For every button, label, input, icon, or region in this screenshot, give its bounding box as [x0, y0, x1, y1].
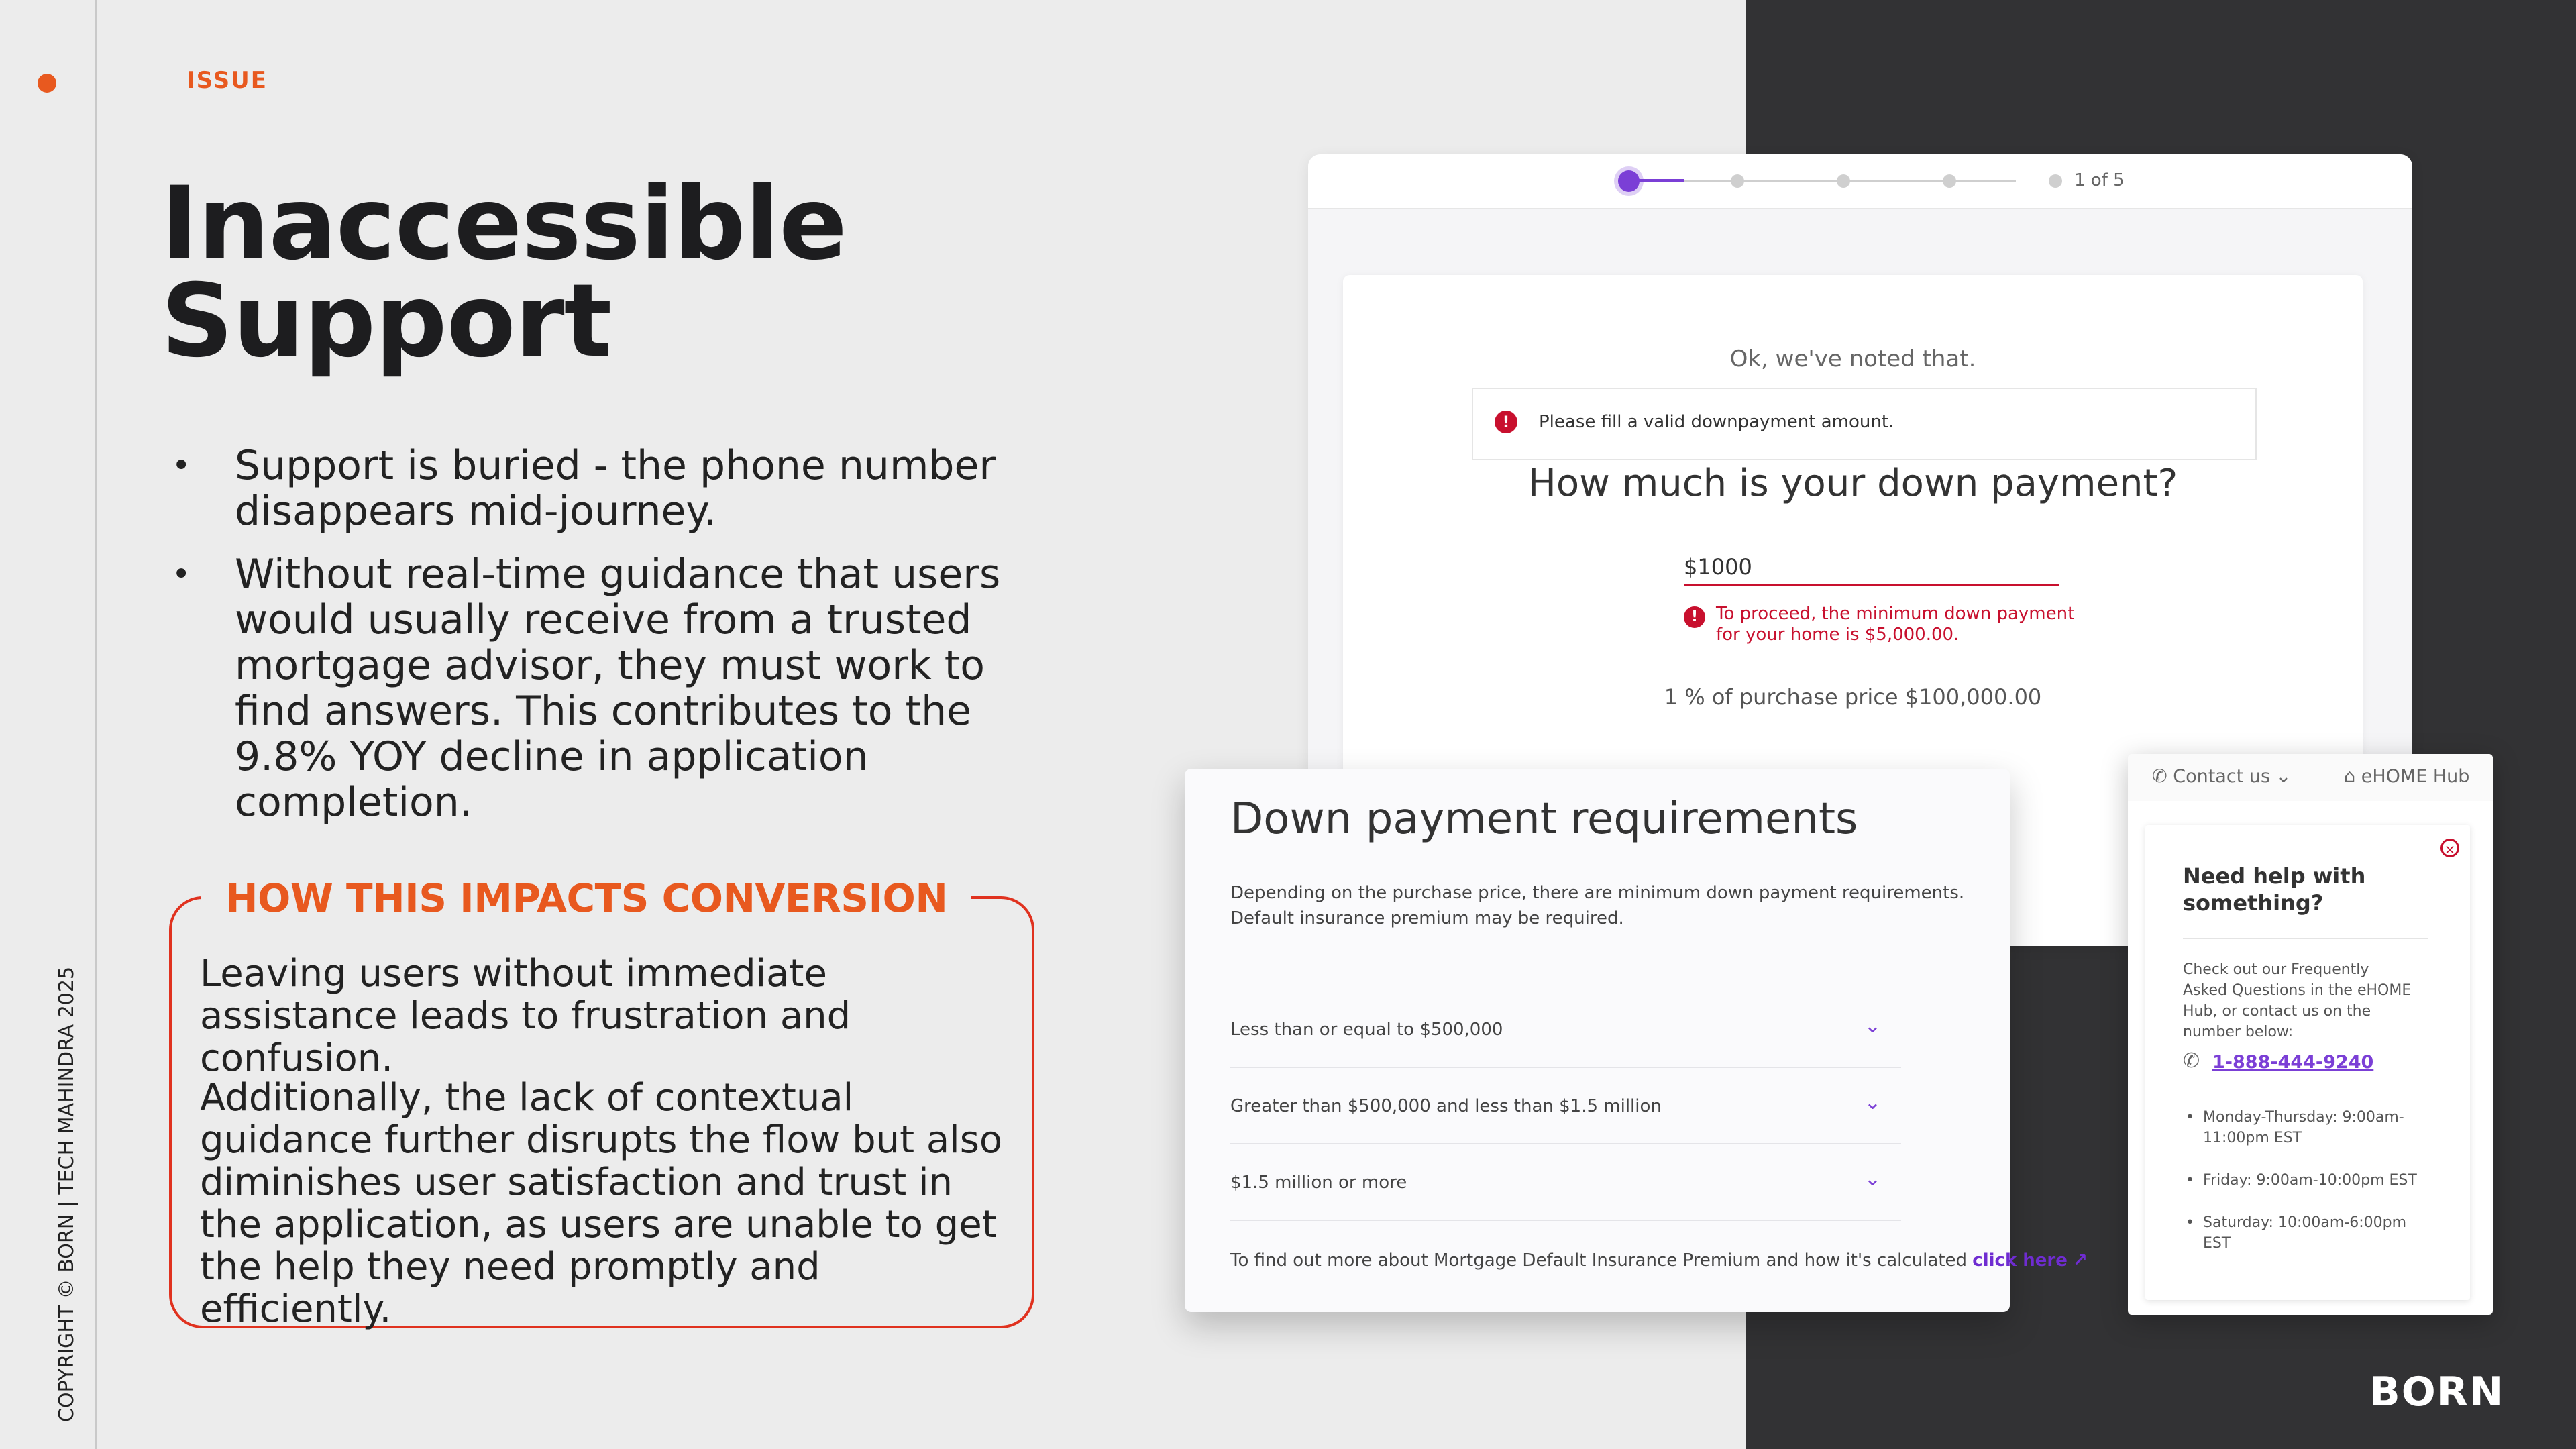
born-logo: BORN: [2369, 1368, 2505, 1415]
slide-title-line-1: Inaccessible: [161, 166, 847, 282]
step-2[interactable]: [1731, 174, 1744, 188]
hours-item: • Friday: 9:00am-10:00pm EST: [2183, 1170, 2431, 1191]
step-counter: 1 of 5: [2074, 170, 2125, 191]
accent-dot: [38, 74, 56, 93]
support-hours-list: [2183, 1107, 2431, 1275]
slide-title-line-2: Support: [161, 263, 612, 380]
phone-icon: ✆: [2183, 1049, 2200, 1073]
chevron-down-icon: ⌄: [1864, 1091, 1881, 1114]
step-3[interactable]: [1837, 174, 1850, 188]
external-link-icon: ↗: [2073, 1250, 2088, 1271]
hours-item: • Monday-Thursday: 9:00am-11:00pm EST: [2183, 1107, 2431, 1148]
chevron-down-icon: ⌄: [1864, 1014, 1881, 1038]
issue-bullet-list: [168, 443, 1040, 843]
bullet-item: • Support is buried - the phone number disappears mid-journey.: [168, 443, 1040, 534]
progress-header: [1308, 154, 2412, 209]
help-popover: [2145, 825, 2470, 1300]
requirements-title: Down payment requirements: [1230, 794, 1858, 844]
vertical-rule: [95, 0, 97, 1449]
field-error-text: To proceed, the minimum down payment for your home is $5,000.00.: [1716, 604, 2075, 645]
question-heading: How much is your down payment?: [1527, 462, 2178, 505]
impact-paragraph-2: Additionally, the lack of contextual guidance further disrupts the flow but also diminishes user satisfaction and trust in the application, as users are unable to get the help they need promptly and efficiently.: [200, 1076, 1003, 1331]
accordion-label: $1.5 million or more: [1230, 1173, 1407, 1193]
bullet-item: • Without real-time guidance that users would usually receive from a trusted mortgage advisor, they must work to find answers. This contributes to the 9.8% YOY decline in application completion.: [168, 551, 1040, 825]
hub-label: eHOME Hub: [2361, 766, 2470, 787]
error-icon: !: [1684, 606, 1705, 628]
accordion-label: Greater than $500,000 and less than $1.5 million: [1230, 1096, 1662, 1116]
copyright-text: COPYRIGHT © BORN | TECH MAHINDRA 2025: [55, 966, 78, 1422]
impact-paragraph-1: Leaving users without immediate assistance leads to frustration and confusion.: [200, 952, 851, 1080]
step-1-active[interactable]: [1618, 170, 1640, 192]
support-phone-link[interactable]: 1-888-444-9240: [2212, 1052, 2374, 1073]
alert-text: Please fill a valid downpayment amount.: [1539, 412, 1894, 432]
requirements-footer: [1230, 1250, 2088, 1271]
section-label: ISSUE: [186, 67, 268, 94]
step-4[interactable]: [1943, 174, 1956, 188]
purchase-percentage-text: 1 % of purchase price $100,000.00: [1664, 684, 2042, 710]
help-description: Check out our Frequently Asked Questions in the eHOME Hub, or contact us on the number below:: [2183, 961, 2412, 1040]
close-icon[interactable]: ×: [2440, 839, 2459, 857]
impact-heading: HOW THIS IMPACTS CONVERSION: [201, 875, 971, 921]
slide-title: [161, 166, 847, 380]
help-title: Need help with something?: [2183, 863, 2366, 916]
help-screenshot: [2128, 754, 2493, 1315]
contact-label: Contact us: [2173, 766, 2271, 787]
down-payment-input[interactable]: $1000: [1684, 550, 2059, 586]
home-icon: ⌂: [2344, 766, 2356, 787]
accordion-row[interactable]: [1230, 1067, 1901, 1144]
step-5[interactable]: [2049, 174, 2062, 188]
help-topbar: [2128, 754, 2493, 801]
stepper-track: [1647, 180, 2016, 182]
click-here-link[interactable]: click here: [1972, 1250, 2068, 1271]
requirements-screenshot: [1185, 769, 2088, 1312]
ehome-hub-link[interactable]: [2344, 766, 2469, 787]
accordion-row[interactable]: [1230, 990, 1901, 1068]
noted-message: Ok, we've noted that.: [1729, 345, 1976, 372]
accordion-row[interactable]: [1230, 1143, 1901, 1221]
hours-item: • Saturday: 10:00am-6:00pm EST: [2183, 1212, 2431, 1254]
help-divider: [2183, 938, 2428, 939]
chevron-down-icon: ⌄: [2275, 766, 2292, 787]
phone-icon: ✆: [2152, 766, 2167, 787]
contact-us-menu[interactable]: [2152, 766, 2291, 787]
accordion-label: Less than or equal to $500,000: [1230, 1020, 1503, 1040]
validation-alert: [1472, 388, 2257, 460]
footer-text: To find out more about Mortgage Default Insurance Premium and how it's calculated: [1230, 1250, 1968, 1271]
requirements-description: Depending on the purchase price, there are minimum down payment requirements. Default insurance premium may be required.: [1230, 883, 1965, 928]
alert-icon: !: [1495, 411, 1517, 433]
chevron-down-icon: ⌄: [1864, 1167, 1881, 1191]
